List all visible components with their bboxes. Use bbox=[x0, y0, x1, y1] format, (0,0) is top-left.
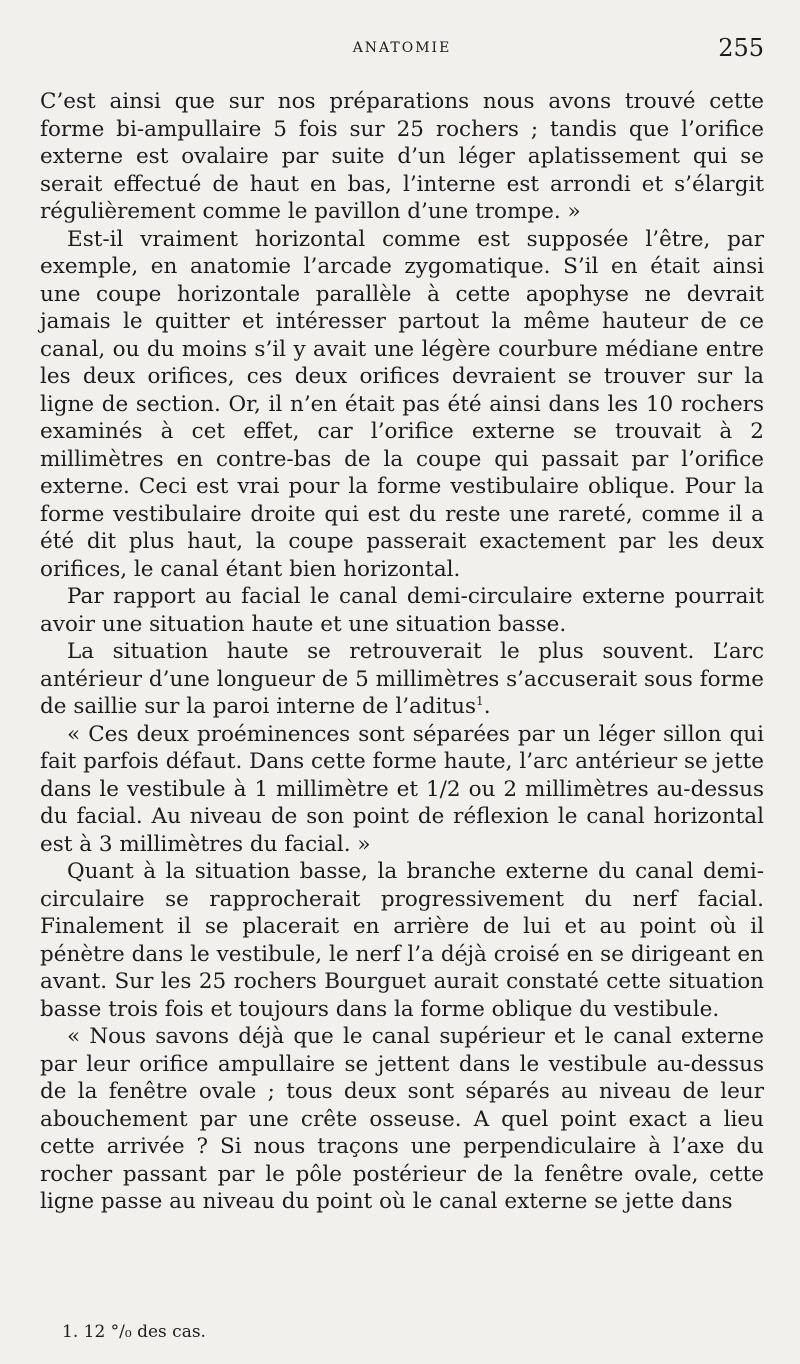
paragraph: Quant à la situation basse, la branche externe du canal demi-circulaire se rapprocherait progressivement du nerf facial. Finalement il se placerait en arrière de lui et au point où il pénètre dans le vestibule, le nerf l’a déjà croisé en se dirigeant en avant. Sur les 25 rochers Bourguet aurait constaté cette situation basse trois fois et toujours dans la forme oblique du vestibule. bbox=[40, 859, 764, 1022]
paragraph: C’est ainsi que sur nos préparations nous avons trouvé cette forme bi-ampullaire 5 fois sur 25 rochers ; tandis que l’orifice externe est ovalaire par suite d’un léger aplatissement qui se serait effectué de haut en bas, l’interne est arrondi et s’élargit régulièrement comme le pavillon d’une trompe. » bbox=[40, 89, 764, 224]
paragraph-end-punctuation: . bbox=[483, 694, 491, 719]
paragraph: « Ces deux proéminences sont séparées par un léger sillon qui fait parfois défaut. Dans cette forme haute, l’arc antérieur se jette dans le vestibule à 1 millimètre et 1/2 ou 2 millimètres au-dessus du facial. Au niveau de son point de réflexion le canal horizontal est à 3 millimètres du facial. » bbox=[40, 721, 764, 857]
body-text bbox=[40, 88, 764, 1216]
paragraph: Est-il vraiment horizontal comme est supposée l’être, par exemple, en anatomie l’arcade zygomatique. S’il en était ainsi une coupe horizontale parallèle à cette apophyse ne devrait jamais le quitter et intéresser partout la même hauteur de ce canal, ou du moins s’il y avait une légère courbure médiane entre les deux orifices, ces deux orifices devraient se trouver sur la ligne de section. Or, il n’en était pas été ainsi dans les 10 rochers examinés à cet effet, car l’orifice externe se trouvait à 2 millimètres en contre-bas de la coupe qui passait par l’orifice externe. Ceci est vrai pour la forme vestibulaire oblique. Pour la forme vestibulaire droite qui est du reste une rareté, comme il a été dit plus haut, la coupe passerait exactement par les deux orifices, le canal étant bien horizontal. bbox=[40, 226, 764, 582]
footnote-reference: 1 bbox=[476, 693, 484, 708]
paragraph: Par rapport au facial le canal demi-circulaire externe pourrait avoir une situation haute et une situation basse. bbox=[40, 584, 764, 637]
page-header bbox=[40, 34, 764, 64]
paragraph: « Nous savons déjà que le canal supérieur et le canal externe par leur orifice ampullaire se jettent dans le vestibule au-dessus de la fenêtre ovale ; tous deux sont séparés au niveau de leur abouchement par une crête osseuse. A quel point exact a lieu cette arrivée ? Si nous traçons une perpendiculaire à l’axe du rocher passant par le pôle postérieur de la fenêtre ovale, cette ligne passe au niveau du point où le canal externe se jette dans bbox=[40, 1024, 764, 1214]
running-title: ANATOMIE bbox=[352, 40, 452, 56]
paragraph-text: La situation haute se retrouverait le plus souvent. L’arc antérieur d’une longueur de 5 millimètres s’accuserait sous forme de saillie sur la paroi interne de l’aditus bbox=[40, 639, 764, 719]
footnote: 1. 12 °/₀ des cas. bbox=[62, 1322, 206, 1342]
paragraph bbox=[40, 638, 764, 721]
page-number: 255 bbox=[718, 34, 764, 62]
